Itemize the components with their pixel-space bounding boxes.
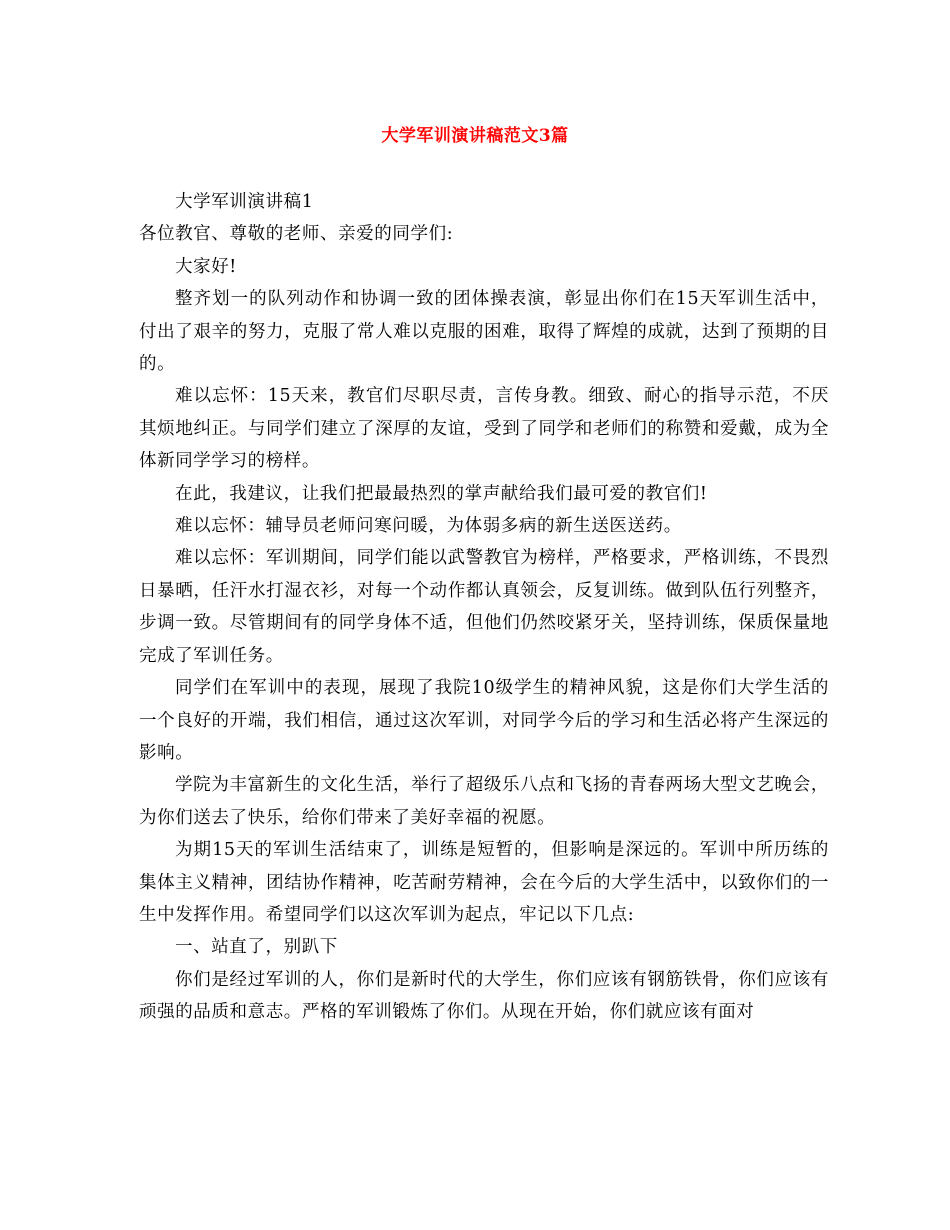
subheading: 一、站直了，别趴下 (175, 937, 338, 958)
paragraph: 在此，我建议，让我们把最最热烈的掌声献给我们最可爱的教官们! (175, 483, 708, 504)
paragraph: 你们是经过军训的人，你们是新时代的大学生，你们应该有钢筋铁骨，你们应该有顽强的品质和意志。严格的军训锻炼了你们。从现在开始，你们就应该有面对 (139, 969, 829, 1023)
paragraph: 整齐划一的队列动作和协调一致的团体操表演，彰显出你们在15天军训生活中，付出了艰辛的努力，克服了常人难以克服的困难，取得了辉煌的成就，达到了预期的目的。 (139, 289, 829, 375)
document-title: 大学军训演讲稿范文3篇 (381, 126, 569, 146)
paragraph: 难以忘怀：15天来，教官们尽职尽责，言传身教。细致、耐心的指导示范，不厌其烦地纠正。与同学们建立了深厚的友谊，受到了同学和老师们的称赞和爱戴，成为全体新同学学习的榜样。 (139, 386, 829, 472)
salutation: 各位教官、尊敬的老师、亲爱的同学们: (139, 224, 454, 245)
document-body (139, 186, 829, 1029)
section-heading: 大学军训演讲稿1 (175, 192, 314, 212)
paragraph: 难以忘怀：军训期间，同学们能以武警教官为榜样，严格要求，严格训练，不畏烈日暴晒，任汗水打湿衣衫，对每一个动作都认真领会，反复训练。做到队伍行列整齐，步调一致。尽管期间有的同学身体不适，但他们仍然咬紧牙关，坚持训练，保质保量地完成了军训任务。 (139, 548, 829, 666)
greeting: 大家好! (175, 256, 237, 277)
paragraph: 同学们在军训中的表现，展现了我院10级学生的精神风貌，这是你们大学生活的一个良好的开端，我们相信，通过这次军训，对同学今后的学习和生活必将产生深远的影响。 (139, 678, 829, 763)
paragraph: 学院为丰富新生的文化生活，举行了超级乐八点和飞扬的青春两场大型文艺晚会，为你们送去了快乐，给你们带来了美好幸福的祝愿。 (139, 775, 829, 828)
paragraph: 难以忘怀：辅导员老师问寒问暖，为体弱多病的新生送医送药。 (175, 516, 682, 537)
paragraph: 为期15天的军训生活结束了，训练是短暂的，但影响是深远的。军训中所历练的集体主义精神，团结协作精神，吃苦耐劳精神，会在今后的大学生活中，以致你们的一生中发挥作用。希望同学们以这次军训为起点，牢记以下几点: (139, 840, 829, 925)
